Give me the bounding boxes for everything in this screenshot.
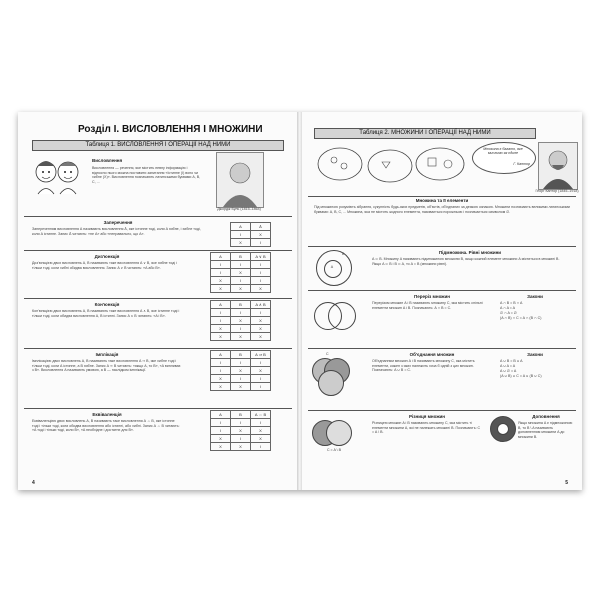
truth-table: A B A ∨ B I I I I X I X I I X X X [210, 252, 271, 293]
section-text: A ⊂ B. Множину A називають підмножиною множини B, якщо кожний елемент множини A міститься в множині B. Якщо A ⊂ B і B ⊂ A, то A = B (множини рівні). [372, 257, 560, 266]
venn-set-b [328, 302, 356, 330]
section-text: Об'єднанням множин A і B називають множину C, яка містить елементи, кожен з яких належить хоча б одній з цих множин. Позначають: A ∪ B = C. [372, 359, 475, 373]
row-heading: Еквіваленція [92, 412, 122, 417]
section-heading: Різниця множин [408, 414, 446, 419]
row-text: Імплікацією двох висловлень A, B називають таке висловлення A ⇒ B, яке хибне тоді і тільки тоді, коли A істинне, а B хибне. Запис A ⇒ B читають: «якщо A, то B», «A випливає з B». Висловлення A називають умовою, а B — наслідком імплікації. [32, 359, 181, 373]
venn-label-c: C [326, 352, 329, 356]
side-text: Якщо множина A є підмножиною B, то B \ A називають доповненням множини A до множини B. [518, 421, 573, 439]
venn-set-b [326, 420, 352, 446]
row-heading: Кон'юнкція [94, 302, 120, 307]
table-2-title: Таблиця 2. МНОЖИНИ І ОПЕРАЦІЇ НАД НИМИ [314, 128, 536, 139]
laws-title: Закони [527, 352, 543, 357]
table-1-title: Таблиця 1. ВИСЛОВЛЕННЯ І ОПЕРАЦІЇ НАД НИМИ [32, 140, 284, 151]
truth-table: A B A ∧ B I I I I X X X I X X X X [210, 300, 271, 341]
law-item: ∅ ∩ A = ∅ [500, 311, 517, 315]
law-item: A ∩ B = B ∩ A [500, 301, 523, 305]
sets-sketch-illustration [312, 144, 472, 188]
truth-table: A B A ⇔ B I I I I X X X I X X X I [210, 410, 271, 451]
cartoon-children-illustration [32, 156, 84, 196]
cantor-quote: Множина є багато, яке мислимо як єдине [483, 147, 523, 156]
law-item: A ∪ B = B ∪ A [500, 359, 523, 363]
laws-title: Закони [527, 294, 543, 299]
row-text: Кон'юнкцією двох висловлень A, B називають таке висловлення A ∧ B, яке істинне тоді і тільки тоді, коли обидва висловлення A, B істинні. Запис A ∧ B читають: «A і B». [32, 309, 180, 318]
section-title: Розділ І. ВИСЛОВЛЕННЯ І МНОЖИНИ [78, 124, 263, 135]
section-heading: Множина та її елементи [415, 198, 469, 203]
venn-diff-label: C = A \ B [326, 448, 342, 452]
intro-heading: Висловлення [92, 158, 123, 163]
page-number-right: 5 [565, 480, 568, 486]
quote-author: Г. Кантор [513, 162, 530, 166]
venn-label-a: A [330, 265, 334, 269]
left-page [18, 112, 298, 490]
cantor-caption: Георг Кантор (1845–1918) [535, 189, 579, 193]
law-item: A ∪ A = A [500, 364, 516, 368]
law-item: A ∩ A = A [500, 306, 516, 310]
venn-set-c [318, 370, 344, 396]
section-text: Перерізом множин A і B називають множину C, яка містить спільні елементи множин A і B. Позначають: A ∩ B = C. [372, 301, 483, 310]
row-heading: Заперечення [103, 220, 133, 225]
page-number-left: 4 [32, 480, 35, 486]
right-page [302, 112, 582, 490]
section-heading: Переріз множин [414, 294, 450, 299]
row-text: Запереченням висловлення A називають висловлення Ā, яке істинне тоді, коли A хибне, і хибне тоді, коли A істинне. Запис Ā читають: «не A» або «неправильно, що A». [32, 227, 201, 236]
law-item: (A ∩ B) ∩ C = A ∩ (B ∩ C) [500, 316, 542, 320]
section-text: Під множиною розуміють зібрання, сукупність будь-яких предметів, об'єктів, об'єднаних за деякою ознакою. Множини позначають великими латинськими буквами: A, B, C, ... Множина, яка не містить жодного елемента, називається порожньою і позначається символом ∅. [314, 205, 570, 214]
boole-caption: Джордж Буль (1815–1864) [217, 207, 261, 211]
cantor-portrait [538, 142, 578, 190]
section-heading: Об'єднання множин [409, 352, 455, 357]
law-item: (A ∪ B) ∪ C = A ∪ (B ∪ C) [500, 374, 542, 378]
side-heading: Доповнення [532, 414, 560, 419]
truth-table: A B A ⇒ B I I I I X X X I I X X I [210, 350, 271, 391]
intro-text: Висловлення — речення, яке містить певну інформацію і відносно нього можна поставити запитання «Істинне (І) воно чи хибне (Х)». Висловлення позначають латинськими буквами A, B, C, ... [92, 166, 201, 184]
row-text: Диз'юнкцією двох висловлень A, B називають таке висловлення A ∨ B, яке хибне тоді і тільки тоді, коли хибні обидва висловлення. Запис A ∨ B читають: «A або B». [32, 261, 177, 270]
row-heading: Диз'юнкція [94, 254, 120, 259]
row-heading: Імплікація [95, 352, 119, 357]
person-icon [217, 153, 263, 207]
open-workbook [18, 112, 582, 490]
row-text: Еквіваленцією двох висловлень A, B називають таке висловлення A ⇔ B, яке істинне тоді і тільки тоді, коли обидва висловлення або істинні, або хибні. Запис A ⇔ B читають: «A тоді і тільки тоді, коли B», «A необхідне і достатнє для B». [32, 419, 180, 433]
truth-table: A Ā I X X I [230, 222, 271, 247]
boole-portrait [216, 152, 264, 208]
venn-label-b: B [342, 252, 345, 256]
section-text: Різницею множин A і B називають множину C, яка містить ті елементи множини A, які не належать множині B. Позначають: C = A \ B. [372, 421, 481, 435]
section-heading: Підмножина. Рівні множини [438, 250, 502, 255]
law-item: A ∪ ∅ = A [500, 369, 517, 373]
person-icon [539, 143, 577, 189]
venn-complement-inner [497, 423, 509, 435]
